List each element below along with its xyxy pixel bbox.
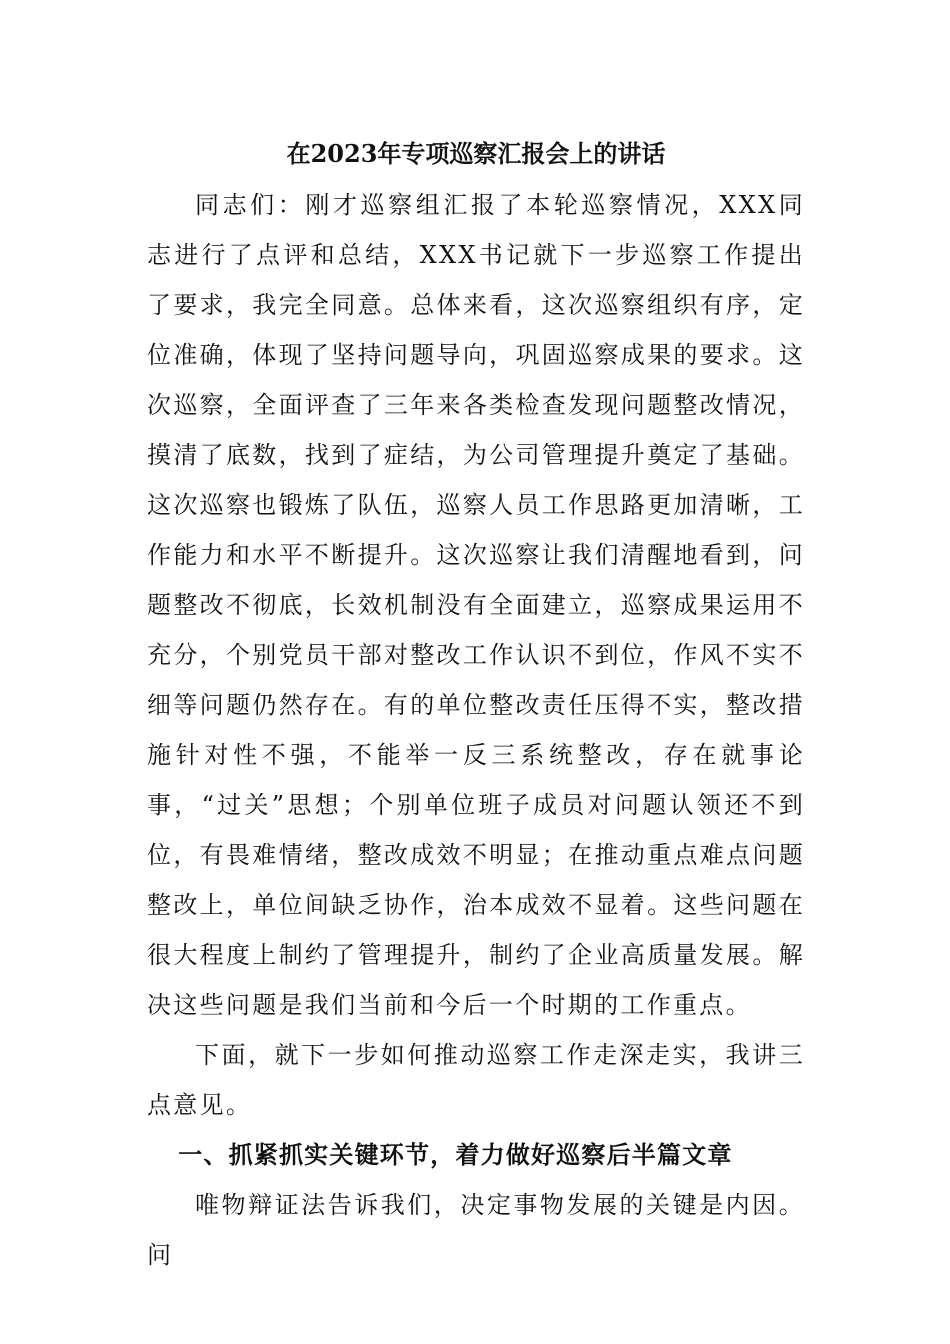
section-heading: 一、抓紧抓实关键环节，着力做好巡察后半篇文章	[178, 1140, 733, 1169]
section-paragraph: 唯物辩证法告诉我们，决定事物发展的关键是内因。问	[147, 1191, 805, 1269]
document-title: 在2023年专项巡察汇报会上的讲话	[286, 139, 666, 168]
opening-paragraph: 同志们：刚才巡察组汇报了本轮巡察情况，XXX同志进行了点评和总结，XXX书记就下一步巡察工作提出了要求，我完全同意。总体来看，这次巡察组织有序，定位准确，体现了坚持问题导向，巩固巡察成果的要求。这次巡察，全面评查了三年来各类检查发现问题整改情况，摸清了底数，找到了症结，为公司管理提升奠定了基础。这次巡察也锻炼了队伍，巡察人员工作思路更加清晰，工作能力和水平不断提升。这次巡察让我们清醒地看到，问题整改不彻底，长效机制没有全面建立，巡察成果运用不充分，个别党员干部对整改工作认识不到位，作风不实不细等问题仍然存在。有的单位整改责任压得不实，整改措施针对性不强，不能举一反三系统整改，存在就事论事，“过关”思想；个别单位班子成员对问题认领还不到位，有畏难情绪，整改成效不明显；在推动重点难点问题整改上，单位间缺乏协作，治本成效不显着。这些问题在很大程度上制约了管理提升，制约了企业高质量发展。解决这些问题是我们当前和今后一个时期的工作重点。	[147, 191, 805, 1019]
document-page	[147, 128, 805, 1280]
transition-paragraph: 下面，就下一步如何推动巡察工作走深走实，我讲三点意见。	[147, 1041, 805, 1119]
